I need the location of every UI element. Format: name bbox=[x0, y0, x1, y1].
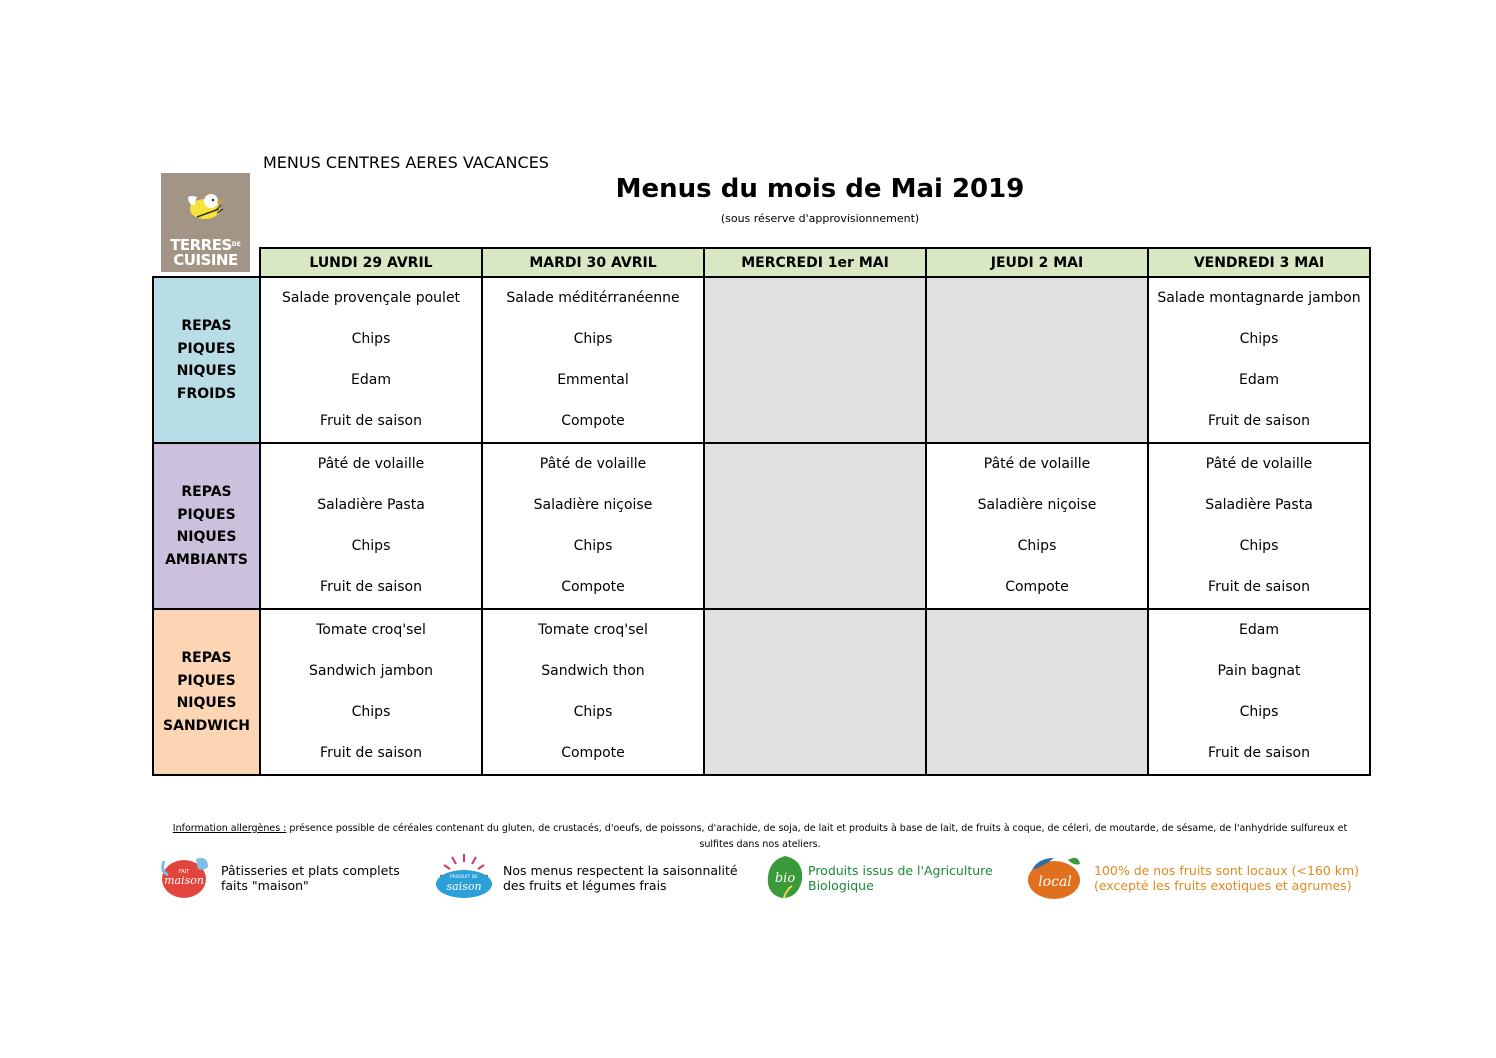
bird-icon bbox=[181, 187, 231, 229]
legend-saison-line2: des fruits et légumes frais bbox=[503, 878, 667, 893]
menu-cell bbox=[260, 277, 482, 443]
produit-de-saison-icon bbox=[432, 852, 496, 902]
row-label-froids bbox=[153, 277, 260, 443]
row-label-line: PIQUES bbox=[177, 506, 236, 523]
logo-text-de: DE bbox=[231, 241, 241, 248]
svg-text:maison: maison bbox=[164, 874, 204, 887]
day-header: VENDREDI 3 MAI bbox=[1148, 248, 1370, 277]
row-label-line: NIQUES bbox=[176, 363, 237, 379]
menu-item: Emmental bbox=[557, 372, 629, 388]
menu-cell bbox=[1148, 277, 1370, 443]
row-label-line: REPAS bbox=[181, 484, 232, 500]
day-header: MARDI 30 AVRIL bbox=[482, 248, 704, 277]
page-title: Menus du mois de Mai 2019 bbox=[615, 174, 1025, 204]
row-label-line: PIQUES bbox=[177, 340, 236, 357]
menu-item: Fruit de saison bbox=[320, 745, 422, 761]
table-corner bbox=[153, 248, 260, 277]
menu-cell bbox=[482, 443, 704, 609]
menu-item: Chips bbox=[1017, 538, 1057, 554]
svg-text:saison: saison bbox=[446, 880, 482, 893]
row-label-line: NIQUES bbox=[176, 695, 237, 711]
menu-cell-empty bbox=[704, 443, 926, 609]
bio-icon bbox=[764, 854, 806, 902]
menu-item: Compote bbox=[561, 579, 625, 595]
row-label-line: FROIDS bbox=[176, 385, 237, 402]
day-header-row bbox=[153, 248, 1370, 277]
menu-item: Chips bbox=[351, 538, 391, 554]
row-label-line: NIQUES bbox=[176, 529, 237, 545]
row-label-line: REPAS bbox=[181, 318, 232, 334]
svg-text:local: local bbox=[1038, 874, 1072, 890]
menu-cell bbox=[482, 609, 704, 775]
menu-item: Fruit de saison bbox=[320, 579, 422, 595]
menu-item: Saladière niçoise bbox=[533, 497, 653, 513]
menu-item: Edam bbox=[1239, 372, 1279, 388]
menu-item: Fruit de saison bbox=[1208, 413, 1310, 429]
menu-item: Chips bbox=[351, 331, 391, 347]
menu-item: Compote bbox=[561, 413, 625, 429]
legend-bio-line2: Biologique bbox=[808, 878, 874, 893]
menu-item: Pâté de volaille bbox=[1205, 456, 1313, 472]
meal-row-ambiants bbox=[153, 443, 1370, 609]
menu-item: Compote bbox=[561, 745, 625, 761]
supply-note: (sous réserve d'approvisionnement) bbox=[720, 212, 920, 225]
allergen-info bbox=[155, 821, 1365, 853]
menu-item: Chips bbox=[1239, 704, 1279, 720]
menu-cell bbox=[482, 277, 704, 443]
menu-cell-empty bbox=[704, 277, 926, 443]
menu-cell-empty bbox=[926, 277, 1148, 443]
day-header: LUNDI 29 AVRIL bbox=[260, 248, 482, 277]
menu-item: Salade méditérranéenne bbox=[506, 290, 680, 306]
allergen-label: Information allergènes : bbox=[172, 823, 287, 834]
menu-item: Sandwich thon bbox=[541, 663, 645, 679]
day-header: JEUDI 2 MAI bbox=[926, 248, 1148, 277]
menu-item: Fruit de saison bbox=[1208, 745, 1310, 761]
menu-item: Saladière niçoise bbox=[977, 497, 1097, 513]
menu-item: Chips bbox=[573, 331, 613, 347]
menu-item: Chips bbox=[351, 704, 391, 720]
menu-item: Pâté de volaille bbox=[317, 456, 425, 472]
legend-local-line2: (excepté les fruits exotiques et agrumes) bbox=[1094, 878, 1352, 893]
menu-item: Fruit de saison bbox=[320, 413, 422, 429]
menu-item: Chips bbox=[573, 704, 613, 720]
svg-text:FAIT: FAIT bbox=[178, 869, 190, 875]
menu-item: Tomate croq'sel bbox=[316, 622, 426, 638]
menu-item: Chips bbox=[1239, 331, 1279, 347]
day-header: MERCREDI 1er MAI bbox=[704, 248, 926, 277]
menu-item: Edam bbox=[1239, 622, 1279, 638]
row-label-line: PIQUES bbox=[177, 672, 236, 689]
menu-cell bbox=[926, 443, 1148, 609]
menu-item: Sandwich jambon bbox=[308, 663, 434, 679]
fait-maison-icon bbox=[158, 853, 214, 901]
menu-item: Pain bagnat bbox=[1217, 663, 1301, 679]
meal-row-sandwich bbox=[153, 609, 1370, 775]
menu-item: Pâté de volaille bbox=[539, 456, 647, 472]
legend-local-line1: 100% de nos fruits sont locaux (<160 km) bbox=[1094, 863, 1360, 878]
row-label-line: REPAS bbox=[181, 650, 232, 666]
local-icon bbox=[1024, 852, 1086, 902]
logo-text-line1: TERRES bbox=[170, 236, 232, 254]
row-label-line: SANDWICH bbox=[163, 717, 250, 734]
menu-item: Saladière Pasta bbox=[317, 497, 425, 513]
menu-item: Edam bbox=[351, 372, 391, 388]
legend-bio-line1: Produits issus de l'Agriculture bbox=[808, 863, 993, 878]
logo-text-line2: CUISINE bbox=[173, 251, 238, 269]
row-label-ambiants bbox=[153, 443, 260, 609]
legend-maison-line1: Pâtisseries et plats complets bbox=[221, 863, 400, 878]
menu-item: Chips bbox=[1239, 538, 1279, 554]
menu-item: Compote bbox=[1005, 579, 1069, 595]
allergen-text: présence possible de céréales contenant du gluten, de crustacés, d'oeufs, de poissons, d'arachide, de soja, de lait et produits à base de lait, de fruits à coque, de céleri, de moutarde, de sésame, de l'anhydride sulfureux et sulfites dans nos ateliers. bbox=[286, 823, 1348, 850]
menu-item: Saladière Pasta bbox=[1205, 497, 1313, 513]
menu-cell bbox=[260, 443, 482, 609]
menu-table bbox=[152, 247, 1371, 776]
menu-cell bbox=[1148, 609, 1370, 775]
row-label-sandwich bbox=[153, 609, 260, 775]
menu-item: Salade provençale poulet bbox=[281, 290, 461, 306]
svg-text:bio: bio bbox=[774, 871, 796, 886]
page-subtitle: MENUS CENTRES AERES VACANCES bbox=[263, 153, 549, 172]
legend-saison-line1: Nos menus respectent la saisonnalité bbox=[503, 863, 738, 878]
svg-text:PRODUIT DE: PRODUIT DE bbox=[450, 875, 478, 880]
menu-item: Fruit de saison bbox=[1208, 579, 1310, 595]
menu-item: Tomate croq'sel bbox=[538, 622, 648, 638]
row-label-line: AMBIANTS bbox=[165, 551, 248, 568]
legend-maison-line2: faits "maison" bbox=[221, 878, 309, 893]
menu-cell-empty bbox=[704, 609, 926, 775]
menu-item: Pâté de volaille bbox=[983, 456, 1091, 472]
meal-row-froids bbox=[153, 277, 1370, 443]
menu-cell bbox=[260, 609, 482, 775]
menu-item: Chips bbox=[573, 538, 613, 554]
menu-cell-empty bbox=[926, 609, 1148, 775]
menu-cell bbox=[1148, 443, 1370, 609]
menu-item: Salade montagnarde jambon bbox=[1157, 290, 1361, 306]
